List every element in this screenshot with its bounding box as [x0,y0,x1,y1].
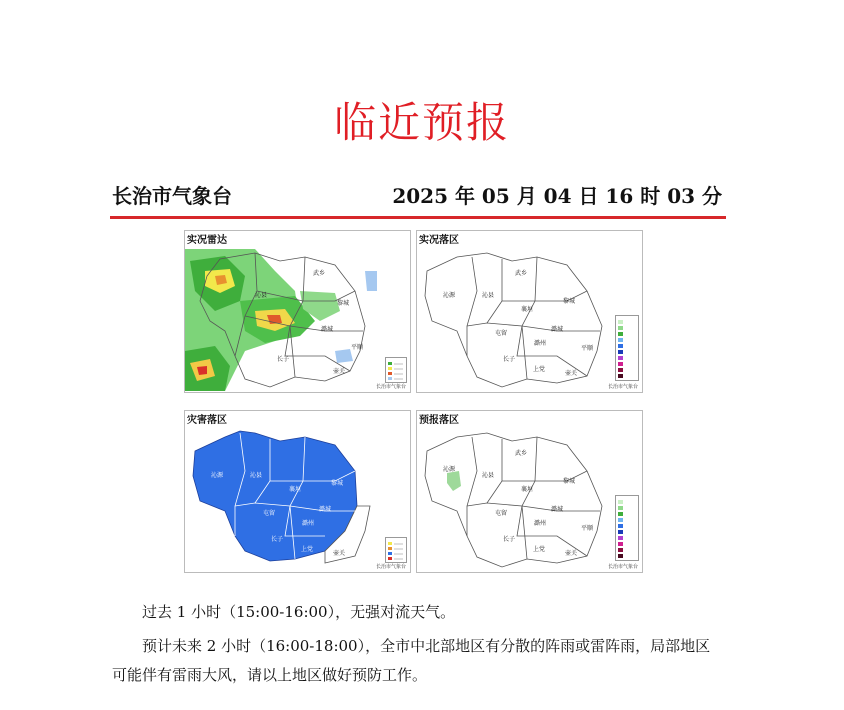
panel-credit: 长治市气象台 [607,384,638,390]
map-label-zhangzi: 长子 [503,536,516,543]
radar-panel [184,230,411,393]
map-label-licheng: 黎城 [331,480,344,487]
map-label-xiangyuan: 襄垣 [521,306,534,313]
map-label-wuxiang: 武乡 [515,450,528,457]
map-label-qinxian: 沁县 [250,472,263,479]
forecast-panel [416,410,643,573]
observed-panel [416,230,643,393]
map-label-xiangyuan: 襄垣 [521,486,534,493]
map-label-zhangzi: 长子 [503,356,516,363]
legend-swatches [386,538,406,562]
map-label-tunliu: 屯留 [495,510,508,517]
map-label-licheng: 黎城 [563,298,576,305]
panel-credit: 长治市气象台 [375,384,406,390]
county-boundaries [425,253,602,387]
legend-box [615,315,639,381]
map-label-qinxian: 沁县 [255,292,268,299]
map-label-pingshun: 平顺 [351,344,364,351]
hazard-panel [184,410,411,573]
map-label-luzhou: 潞州 [302,520,315,527]
map-label-qinxian: 沁县 [482,292,495,299]
observed-map [417,231,642,392]
map-label-qinyuan: 沁源 [443,466,456,473]
header-row [112,180,724,210]
organization-name: 长治市气象台 [112,184,232,208]
legend-box [385,357,407,383]
legend-box [615,495,639,561]
map-label-shangdang: 上党 [533,546,546,553]
map-label-lucheng: 潞城 [551,326,564,333]
map-label-shangdang: 上党 [301,546,314,553]
legend-box [385,537,407,563]
map-label-huguan: 壶关 [565,550,578,557]
map-label-zhangzi: 长子 [277,356,290,363]
map-label-licheng: 黎城 [563,478,576,485]
map-label-huguan: 壶关 [333,550,346,557]
panel-title: 实况落区 [419,235,459,246]
map-label-lucheng: 潞城 [321,326,334,333]
radar-map [185,231,410,392]
map-label-xiangyuan: 襄垣 [289,486,302,493]
map-label-pingshun: 平顺 [581,525,594,532]
map-label-tunliu: 屯留 [495,330,508,337]
issue-datetime: 2025 年 05 月 04 日 16 时 03 分 [392,184,722,208]
panel-title: 实况雷达 [187,235,227,246]
map-label-shangdang: 上党 [533,366,546,373]
legend-swatches [386,358,406,382]
panel-title: 预报落区 [419,415,459,426]
map-label-luzhou: 潞州 [534,340,547,347]
map-label-wuxiang: 武乡 [515,270,528,277]
map-label-huguan: 壶关 [333,368,346,375]
map-label-pingshun: 平顺 [581,345,594,352]
hazard-map [185,411,410,572]
legend-swatches [616,316,638,380]
forecast-map [417,411,642,572]
panel-credit: 长治市气象台 [375,564,406,570]
map-label-luzhou: 潞州 [534,520,547,527]
panel-title: 灾害落区 [187,415,227,426]
document-title: 临近预报 [333,98,510,147]
map-label-qinyuan: 沁源 [443,292,456,299]
map-label-lucheng: 潞城 [551,506,564,513]
map-label-zhangzi: 长子 [271,536,284,543]
header-divider [110,216,726,219]
map-label-qinyuan: 沁源 [211,472,224,479]
map-label-lucheng: 潞城 [319,506,332,513]
map-label-tunliu: 屯留 [263,510,276,517]
panel-credit: 长治市气象台 [607,564,638,570]
map-label-qinxian: 沁县 [482,472,495,479]
summary-forecast: 预计未来 2 小时（16:00-18:00），全市中北部地区有分散的阵雨或雷阵雨，局部地区可能伴有雷雨大风，请以上地区做好预防工作。 [112,637,711,684]
map-label-licheng: 黎城 [337,300,350,307]
map-label-wuxiang: 武乡 [313,270,326,277]
map-label-huguan: 壶关 [565,370,578,377]
summary-past-hour: 过去 1 小时（15:00-16:00），无强对流天气。 [142,603,456,621]
legend-swatches [616,496,638,560]
